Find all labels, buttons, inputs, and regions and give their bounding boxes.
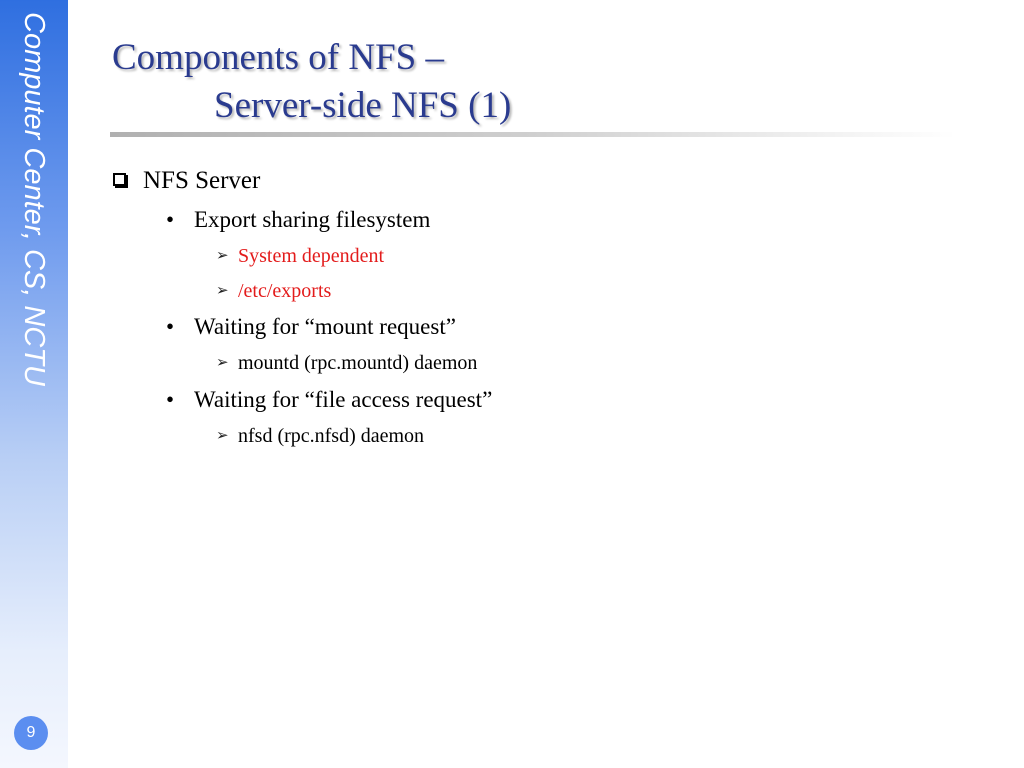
arrow-bullet-icon: ➢ (216, 355, 229, 371)
checkbox-bullet-icon (113, 173, 126, 186)
bullet-dot-icon: • (166, 207, 175, 232)
bullet-dot-icon: • (166, 314, 175, 339)
slide-title (112, 34, 912, 130)
arrow-bullet-icon: ➢ (216, 248, 229, 264)
title-line-1: Components of NFS – (112, 37, 445, 78)
sub-list-item-text: nfsd (rpc.nfsd) daemon (238, 425, 425, 447)
sub-list-item-text: mountd (rpc.mountd) daemon (238, 352, 478, 374)
list-item-text: Export sharing filesystem (194, 207, 431, 232)
list-item-text: Waiting for “mount request” (194, 314, 456, 339)
sidebar (0, 0, 68, 768)
page-number: 9 (14, 716, 48, 750)
list-item (166, 206, 430, 234)
list-item-text: Waiting for “file access request” (194, 387, 493, 412)
sub-list-item (216, 351, 477, 375)
list-item (166, 386, 492, 414)
sub-list-item (216, 279, 331, 303)
sub-list-item (216, 244, 384, 268)
arrow-bullet-icon: ➢ (216, 428, 229, 444)
bullet-dot-icon: • (166, 387, 175, 412)
sub-list-item-text: /etc/exports (238, 280, 332, 302)
sidebar-label: Computer Center, CS, NCTU (18, 12, 50, 386)
heading-item (113, 166, 260, 196)
list-item (166, 313, 456, 341)
title-line-2: Server-side NFS (1) (214, 85, 512, 126)
arrow-bullet-icon: ➢ (216, 283, 229, 299)
sub-list-item-text: System dependent (238, 245, 385, 267)
title-divider (110, 132, 956, 137)
sub-list-item (216, 424, 424, 448)
heading-text: NFS Server (143, 167, 261, 194)
